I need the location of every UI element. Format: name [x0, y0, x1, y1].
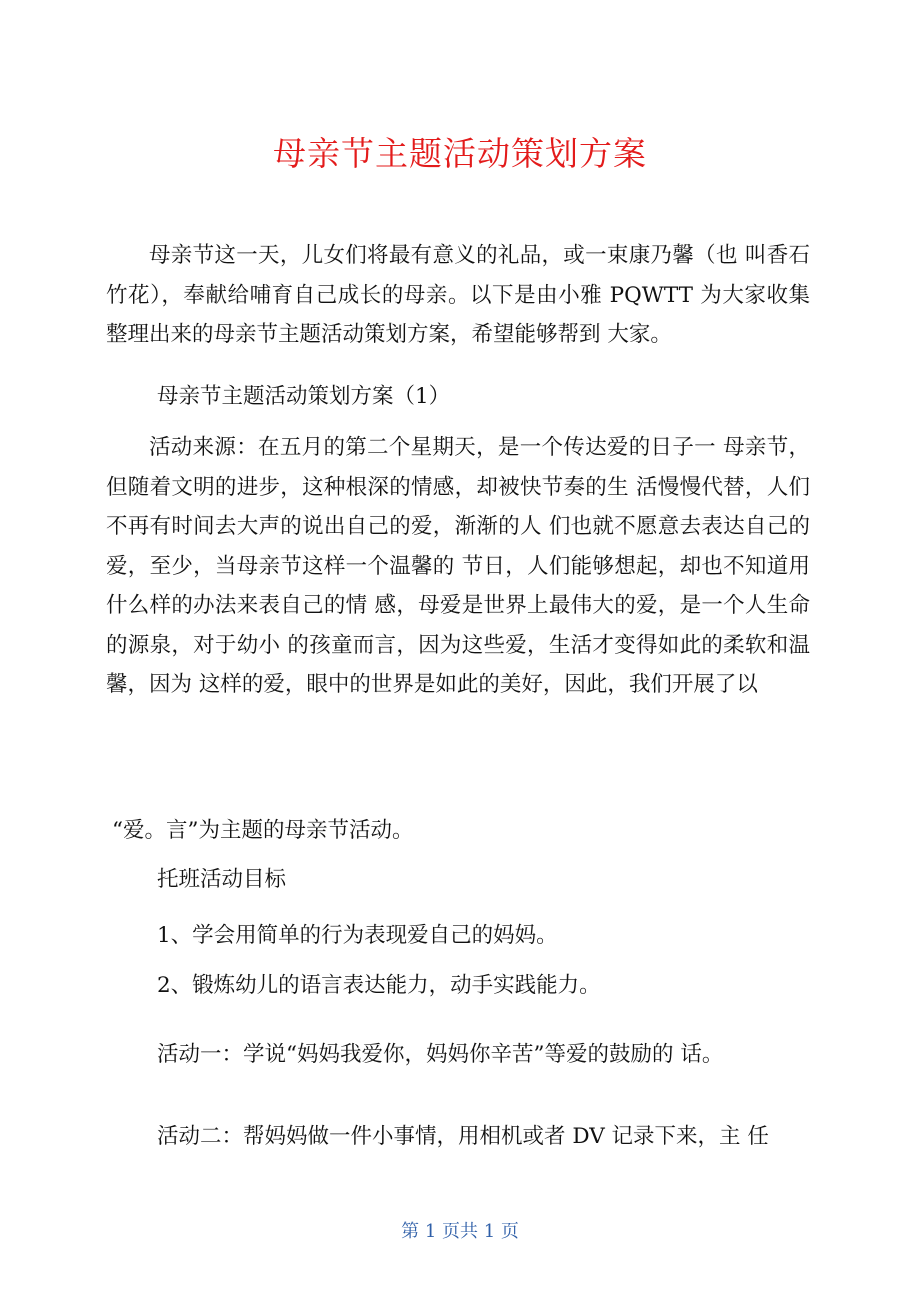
document-title: 母亲节主题活动策划方案 — [273, 134, 647, 173]
page-number-footer: 第 1 页共 1 页 — [401, 1221, 519, 1242]
theme-line: “爱。言”为主题的母亲节活动。 — [112, 818, 414, 843]
activity-item-1: 活动一：学说“妈妈我爱你，妈妈你辛苦”等爱的鼓励的 话。 — [157, 1042, 724, 1067]
section-heading: 母亲节主题活动策划方案（1） — [157, 384, 451, 409]
goal-item-1: 1、学会用简单的行为表现爱自己的妈妈。 — [157, 923, 558, 948]
activity-item-2: 活动二：帮妈妈做一件小事情，用相机或者 DV 记录下来，主 任 — [157, 1124, 769, 1149]
goals-heading: 托班活动目标 — [157, 867, 287, 892]
goal-item-2: 2、锻炼幼儿的语言表达能力，动手实践能力。 — [157, 973, 601, 998]
intro-paragraph: 母亲节这一天，儿女们将最有意义的礼品，或一束康乃馨（也 叫香石竹花），奉献给哺育自己成长的母亲。以下是由小雅 PQWTT 为大家收集整理出来的母亲节主题活动策划方案，希望能够帮到 大家。 — [106, 243, 810, 347]
source-paragraph: 活动来源：在五月的第二个星期天，是一个传达爱的日子一 母亲节，但随着文明的进步，这种根深的情感，却被快节奏的生 活慢慢代替，人们不再有时间去大声的说出自己的爱，渐渐的人 们也就不愿意去表达自己的爱，至少，当母亲节这样一个温馨的 节日，人们能够想起，却也不知道用什么样的办法来表自己的情 感，母爱是世界上最伟大的爱，是一个人生命的源泉，对于幼小 的孩童而言，因为这些爱，生活才变得如此的柔软和温馨，因为 这样的爱，眼中的世界是如此的美好，因此，我们开展了以 — [106, 435, 810, 697]
